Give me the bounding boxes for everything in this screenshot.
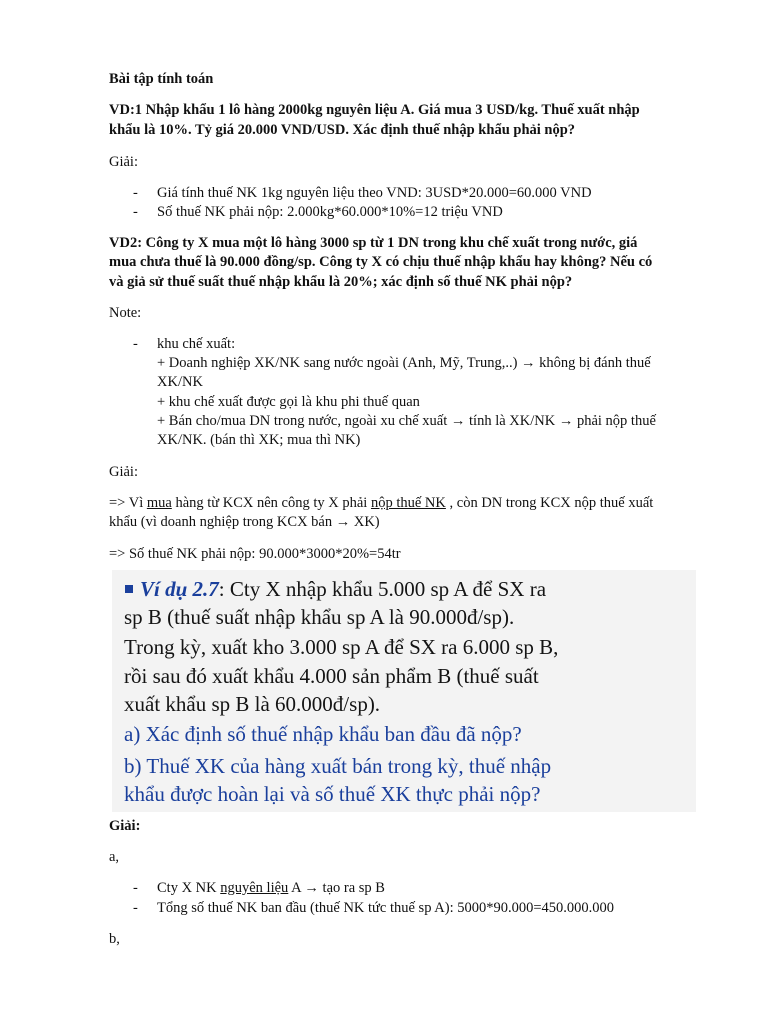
slide-question-a: a) Xác định số thuế nhập khẩu ban đầu đã nộp? — [124, 722, 522, 746]
ex1-solution-label: Giải: — [109, 154, 138, 170]
ex2-solution-label: Giải: — [109, 464, 138, 480]
example-slide-image — [112, 570, 696, 812]
ex2-question-line2: mua chưa thuế là 90.000 đồng/sp. Công ty X có chịu thuế nhập khẩu hay không? Nếu có — [109, 254, 653, 270]
slide-question-b-line1: b) Thuế XK của hàng xuất bán trong kỳ, thuế nhập — [124, 754, 552, 778]
ex1-question-line1: VD:1 Nhập khẩu 1 lô hàng 2000kg nguyên liệu A. Giá mua 3 USD/kg. Thuế xuất nhập — [109, 102, 640, 118]
ex2-note-line-4: + Bán cho/mua DN trong nước, ngoài xu chế xuất → tính là XK/NK → phải nộp thuế — [157, 413, 656, 429]
ex2-note-line-3: + khu chế xuất được gọi là khu phi thuế quan — [157, 394, 420, 410]
ex2-answer-1-line2: khẩu (vì doanh nghiệp trong KCX bán → XK) — [109, 514, 380, 530]
ex2-answer-2: => Số thuế NK phải nộp: 90.000*3000*20%=54tr — [109, 546, 401, 562]
ex1-question-line2: khẩu là 10%. Tỷ giá 20.000 VND/USD. Xác định thuế nhập khẩu phải nộp? — [109, 122, 576, 138]
slide-bullet-icon — [125, 585, 133, 593]
slide-line-1: Ví dụ 2.7: Cty X nhập khẩu 5.000 sp A để SX ra — [140, 577, 547, 601]
slide-line-2: sp B (thuế suất nhập khẩu sp A là 90.000đ/sp). — [124, 605, 515, 629]
ex2-note-label: Note: — [109, 305, 142, 321]
slide-line-3: Trong kỳ, xuất kho 3.000 sp A để SX ra 6.000 sp B, — [124, 635, 559, 659]
ex3-solution-label: Giải: — [109, 818, 141, 834]
bullet-dash: - — [133, 880, 138, 896]
heading: Bài tập tính toán — [109, 71, 214, 87]
ex3-bullet-1: Cty X NK nguyên liệu A → tạo ra sp B — [157, 880, 385, 896]
ex2-note-item: khu chế xuất: — [157, 336, 236, 352]
slide-question-b-line2: khẩu được hoàn lại và số thuế XK thực phải nộp? — [124, 782, 541, 806]
ex3-bullet-2: Tổng số thuế NK ban đầu (thuế NK tức thuế sp A): 5000*90.000=450.000.000 — [157, 900, 615, 916]
ex2-note-line-1: + Doanh nghiệp XK/NK sang nước ngoài (Anh, Mỹ, Trung,..) → không bị đánh thuế — [157, 355, 651, 371]
ex1-bullet-1: Giá tính thuế NK 1kg nguyên liệu theo VND: 3USD*20.000=60.000 VND — [157, 185, 592, 201]
ex3-part-a-label: a, — [109, 849, 120, 865]
slide-example-label: Ví dụ 2.7 — [140, 577, 219, 601]
ex2-question-line1: VD2: Công ty X mua một lô hàng 3000 sp từ 1 DN trong khu chế xuất trong nước, giá — [109, 235, 638, 251]
ex2-question-line3: và giả sử thuế suất thuế nhập khẩu là 20%; xác định số thuế NK phải nộp? — [109, 274, 573, 290]
bullet-dash: - — [133, 336, 138, 352]
ex1-bullet-2: Số thuế NK phải nộp: 2.000kg*60.000*10%=12 triệu VND — [157, 204, 503, 220]
ex2-answer-1: => Vì mua hàng từ KCX nên công ty X phải nộp thuế NK , còn DN trong KCX nộp thuế xuất — [109, 495, 654, 511]
bullet-dash: - — [133, 900, 138, 916]
bullet-dash: - — [133, 204, 138, 220]
ex3-part-b-label: b, — [109, 931, 120, 947]
slide-line-4: rồi sau đó xuất khẩu 4.000 sản phẩm B (thuế suất — [124, 664, 539, 688]
bullet-dash: - — [133, 185, 138, 201]
slide-line-5: xuất khẩu sp B là 60.000đ/sp). — [124, 692, 381, 716]
ex2-note-line-5: XK/NK. (bán thì XK; mua thì NK) — [157, 432, 361, 448]
ex2-note-line-2: XK/NK — [157, 374, 203, 390]
